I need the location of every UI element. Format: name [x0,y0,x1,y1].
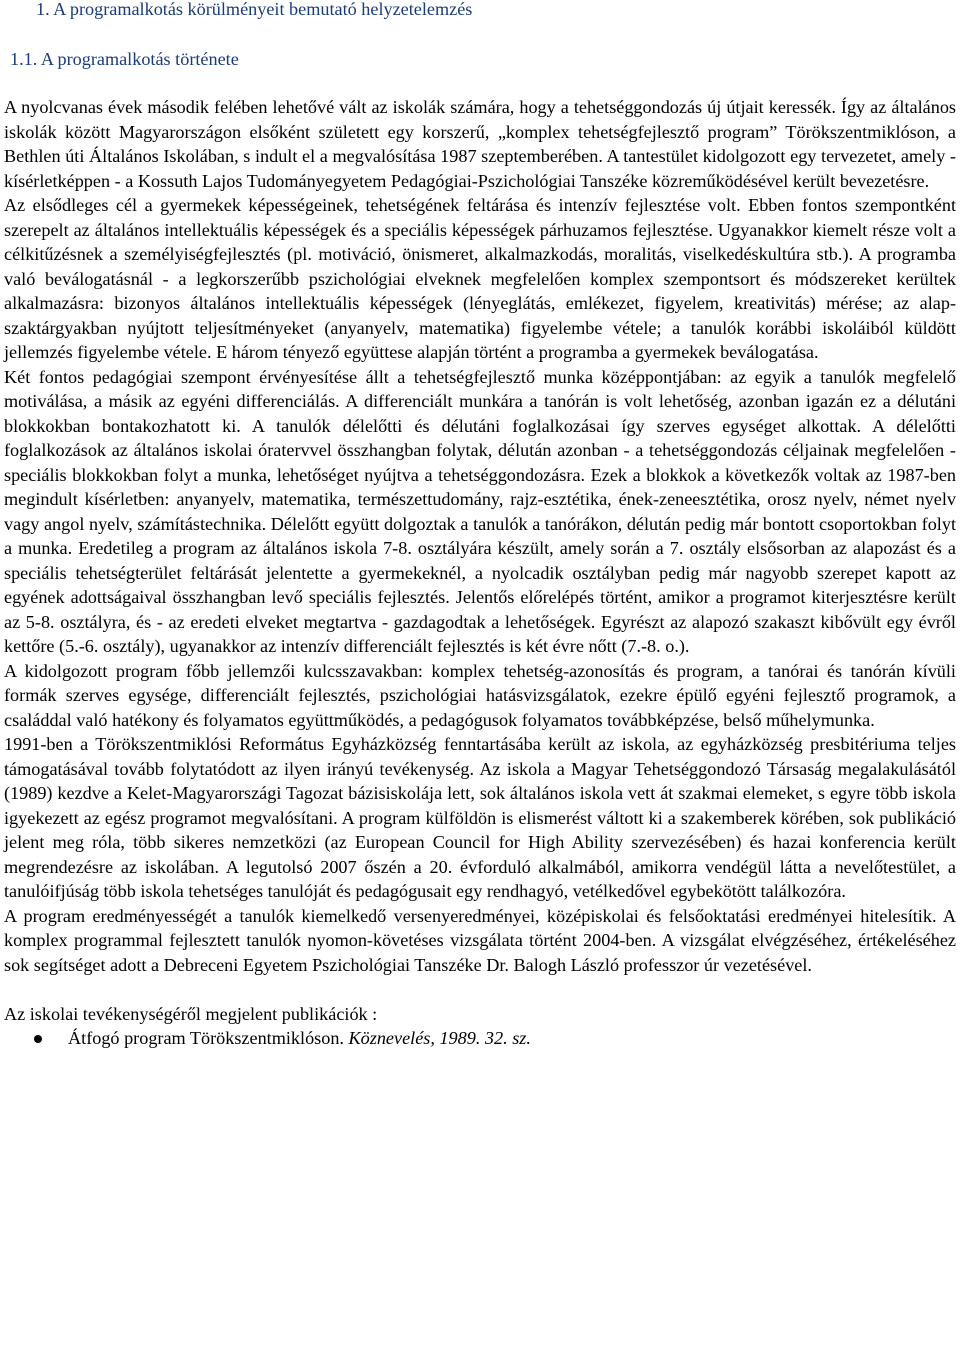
paragraph-features: A kidolgozott program főbb jellemzői kulcsszavakban: komplex tehetség-azonosítás és program, a tanórai és tanórán kívüli formák szerves egysége, differenciált fejlesztés, pszichológiai hatásvizsgálatok, ezekre épülő egyéni fejlesztő programok, a családdal való hatékony és folyamatos együttműködés, a pedagógusok folyamatos továbbképzése, belső műhelymunka. [4,660,956,730]
paragraph-history-1991: 1991-ben a Törökszentmiklósi Református Egyházközség fenntartásába került az iskola, az egyházközség presbitériuma teljes támogatásával tovább folytatódott az ilyen irányú tevékenység. Az iskola a Magyar Tehetséggondozó Társaság megalakulásától (1989) kezdve a Kelet-Magyarországi Tagozat bázisiskolája lett, sok általános iskola vett át szakmai elemeket, s egyre több iskola igyekezett az egész programot megvalósítani. A program külföldön is elismerést váltott ki a szakemberek körében, sok publikáció jelent meg róla, több sikeres nemzetközi (az European Council for High Ability szervezésében) és hazai konferencia került megrendezésre az iskolában. A legutolsó 2007 őszén a 20. évforduló alkalmából, amikorra vendégül látta a nevelőtestület, a tanulóifjúság több iskola tehetséges tanulóját és pedagógusait egy rendhagyó, vetélkedővel egybekötött találkozóra. [4,734,956,901]
paragraph-results: A program eredményességét a tanulók kiemelkedő versenyeredményei, középiskolai és felsőoktatási eredményei hitelesítik. A komplex programmal fejlesztett tanulók nyomon-követéses vizsgálata történt 2004-ben. A vizsgálat elvégzéséhez, értékeléséhez sok segítséget adott a Debreceni Egyetem Pszichológiai Tanszéke Dr. Balogh László professzor úr vezetésével. [4,905,956,975]
bullet-icon [34,1035,42,1043]
chapter-heading: 1. A programalkotás körülményeit bemutató helyzetelemzés [36,0,473,19]
spacer [4,977,956,1002]
body-text [4,95,956,1051]
publications-list [4,1026,956,1051]
publication-title: Átfogó program Törökszentmiklóson. [68,1028,349,1048]
paragraph-intro: A nyolcvanas évek második felében lehetővé vált az iskolák számára, hogy a tehetséggondozás új útjait keressék. Így az általános iskolák között Magyarországon elsőként született egy korszerű, „komplex tehetségfejlesztő program” Törökszentmiklóson, a Bethlen úti Általános Iskolában, s indult el a megvalósítása 1987 szeptemberében. A tantestület kidolgozott egy tervezetet, amely - kísérletképpen - a Kossuth Lajos Tudományegyetem Pedagógiai-Pszichológiai Tanszéke közreműködésével került bevezetésre. [4,97,956,191]
list-item [4,1026,956,1051]
paragraph-goals: Az elsődleges cél a gyermekek képességeinek, tehetségének feltárása és intenzív fejlesztése volt. Ebben fontos szempontként szerepelt az általános intellektuális képességek és a speciális képességek párhuzamos fejlesztése. Ugyanakkor kiemelt része volt a célkitűzésnek a személyiségfejlesztés (pl. motiváció, önismeret, alkalmazkodás, moralitás, viselkedéskultúra stb.). A programba való beválogatásnál - a legkorszerűbb pszichológiai elveknek megfelelően komplex szempontsort és módszereket kerültek alkalmazásra: bizonyos általános intellektuális képességek (lényeglátás, emlékezet, figyelem, kreativitás) mérése; az alap-szaktárgyakban nyújtott teljesítményeket (anyanyelv, matematika) figyelembe vétele; a tanulók korábbi iskoláiból küldött jellemzés figyelembe vétele. E három tényező együttese alapján történt a programba a gyermekek beválogatása. [4,195,956,362]
publication-source: Köznevelés, 1989. 32. sz. [348,1028,531,1048]
publications-title: Az iskolai tevékenységéről megjelent publikációk : [4,1003,378,1024]
paragraph-pedagogy: Két fontos pedagógiai szempont érvényesítése állt a tehetségfejlesztő munka középpontjában: az egyik a tanulók megfelelő motiválása, a másik az egyéni differenciálás. A differenciált munkára a tanórán is volt lehetőség, azonban igazán ez a délutáni blokkokban bontakozhatott ki. A tanulók délelőtti és délutáni foglalkozásai így szerves egységet alkottak. A délelőtti foglalkozások az általános iskolai óratervvel összhangban folytak, délután azonban - a tehetséggondozás céljainak megfelelően - speciális blokkokban folyt a munka, lehetőséget nyújtva a tehetséggondozásra. Ezek a blokkok a következők voltak az 1987-ben megindult kísérletben: anyanyelv, matematika, természettudomány, rajz-esztétika, ének-zeneesztétika, orosz nyelv, német nyelv vagy angol nyelv, számítástechnika. Délelőtt együtt dolgoztak a tanulók a tanórákon, délután pedig már bontott csoportokban folyt a munka. Eredetileg a program az általános iskola 7-8. osztályára készült, amely során a 7. osztály elsősorban az alapozást és a speciális tehetségterület feltárását jelentette a gyermekeknél, a nyolcadik osztályban pedig már nagyobb szerepet kapott az egyének adottságaival összhangban levő speciális fejlesztés. Jelentős előrelépés történt, amikor a programot kiterjesztésre került az 5-8. osztályra, és - az eredeti elveket megtartva - gazdagodtak a lehetőségek. Egyrészt az alapozó szakaszt kibővült egy évről kettőre (5.-6. osztály), ugyanakkor az intenzív differenciált fejlesztés is két évre nőtt (7.-8. o.). [4,366,956,656]
section-heading: 1.1. A programalkotás története [10,49,239,69]
